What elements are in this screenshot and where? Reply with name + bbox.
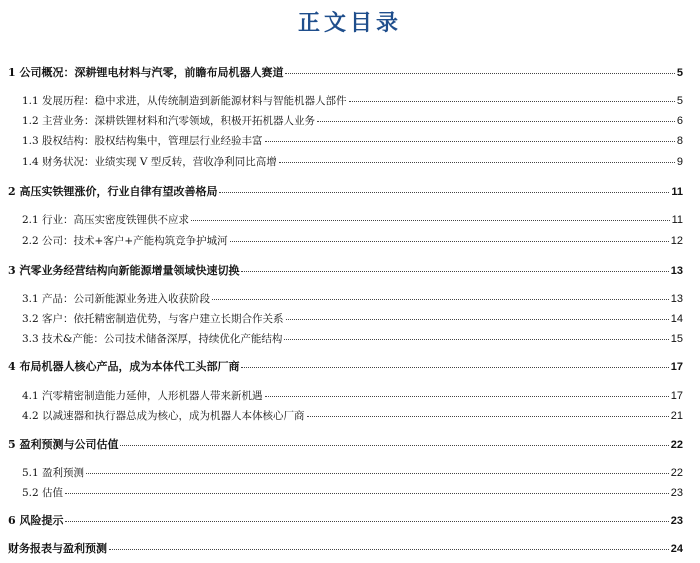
toc-leader-dots <box>109 549 669 550</box>
toc-entry-label: 5.1 盈利预测 <box>22 467 85 479</box>
toc-entry-5[interactable] <box>8 438 683 452</box>
toc-entry-label: 3 汽零业务经营结构向新能源增量领域快速切换 <box>8 264 240 277</box>
toc-leader-dots <box>230 241 669 242</box>
toc-entry-3[interactable] <box>8 264 683 278</box>
toc-page-number: 15 <box>670 333 683 345</box>
toc-page-number: 11 <box>671 186 683 198</box>
toc-page-number: 13 <box>670 293 683 305</box>
toc-leader-dots <box>284 339 668 340</box>
toc-leader-dots <box>191 220 670 221</box>
toc-page-number: 9 <box>676 156 683 168</box>
toc-entry-6[interactable] <box>8 514 683 528</box>
toc-entry-1-3[interactable] <box>22 134 683 148</box>
toc-page-number: 5 <box>676 67 683 79</box>
toc-entry-1[interactable] <box>8 66 683 80</box>
toc-entry-label: 1.4 财务状况：业绩实现 V 型反转，营收净利同比高增 <box>22 156 277 168</box>
toc-entry-4-1[interactable] <box>22 389 683 403</box>
toc-page-number: 13 <box>670 265 683 277</box>
toc-entry-label: 3.2 客户：依托精密制造优势，与客户建立长期合作关系 <box>22 313 284 325</box>
toc-leader-dots <box>241 271 668 272</box>
toc-entry-label: 4.1 汽零精密制造能力延伸，人形机器人带来新机遇 <box>22 390 263 402</box>
toc-entry-4[interactable] <box>8 360 683 374</box>
toc-page-number: 14 <box>670 313 683 325</box>
toc-leader-dots <box>279 162 675 163</box>
toc-leader-dots <box>265 141 675 142</box>
toc-page-number: 6 <box>676 115 683 127</box>
toc-entry-label: 6 风险提示 <box>8 514 64 527</box>
toc-entry-1-1[interactable] <box>22 94 683 108</box>
toc-entry-label: 5.2 估值 <box>22 487 64 499</box>
toc-entry-label: 4 布局机器人核心产品，成为本体代工头部厂商 <box>8 360 240 373</box>
toc-leader-dots <box>317 121 675 122</box>
toc-leader-dots <box>65 493 669 494</box>
toc-page-number: 11 <box>671 214 683 226</box>
toc-leader-dots <box>265 396 669 397</box>
toc-entry-3-1[interactable] <box>22 292 683 306</box>
toc-entry-5-2[interactable] <box>22 486 683 500</box>
toc-leader-dots <box>212 299 669 300</box>
toc-leader-dots <box>219 192 669 193</box>
page-title: 正文目录 <box>297 10 402 36</box>
toc-entry-3-3[interactable] <box>22 332 683 346</box>
toc-page-number: 5 <box>676 95 683 107</box>
toc-page-number: 22 <box>670 467 683 479</box>
toc-entry-label: 财务报表与盈利预测 <box>8 542 107 555</box>
toc-entry-label: 1.3 股权结构：股权结构集中，管理层行业经验丰富 <box>22 135 263 147</box>
toc-entry-label: 4.2 以减速器和执行器总成为核心，成为机器人本体核心厂商 <box>22 410 305 422</box>
toc-leader-dots <box>86 473 669 474</box>
toc-entry-2[interactable] <box>8 185 683 199</box>
toc-entry-label: 1 公司概况：深耕锂电材料与汽零，前瞻布局机器人赛道 <box>8 66 284 79</box>
toc-entry-5-1[interactable] <box>22 466 683 480</box>
toc-entry-label: 2 高压实铁锂涨价，行业自律有望改善格局 <box>8 185 218 198</box>
toc-entry-label: 1.1 发展历程：稳中求进，从传统制造到新能源材料与智能机器人部件 <box>22 95 347 107</box>
toc-entry-3-2[interactable] <box>22 312 683 326</box>
toc-page-number: 22 <box>670 439 683 451</box>
toc-entry-label: 3.1 产品：公司新能源业务进入收获阶段 <box>22 293 211 305</box>
toc-page-number: 8 <box>676 135 683 147</box>
toc-leader-dots <box>120 445 668 446</box>
toc-entry-1-4[interactable] <box>22 155 683 169</box>
toc-page-number: 12 <box>670 235 683 247</box>
toc-entry-label: 2.2 公司：技术+客户+产能构筑竞争护城河 <box>22 235 228 247</box>
toc-entry-label: 3.3 技术&产能：公司技术储备深厚，持续优化产能结构 <box>22 333 283 345</box>
toc-page-number: 17 <box>670 361 683 373</box>
toc-leader-dots <box>286 319 669 320</box>
toc-page-number: 24 <box>670 543 683 555</box>
toc-leader-dots <box>349 101 675 102</box>
toc-entry-financials[interactable] <box>8 542 683 556</box>
toc-leader-dots <box>285 73 674 74</box>
toc-leader-dots <box>241 367 668 368</box>
toc-entry-2-2[interactable] <box>22 234 683 248</box>
toc-page-number: 21 <box>670 410 683 422</box>
toc-entry-1-2[interactable] <box>22 114 683 128</box>
toc-leader-dots <box>65 521 668 522</box>
toc-page-number: 17 <box>670 390 683 402</box>
toc-page-number: 23 <box>670 515 683 527</box>
toc-entry-label: 5 盈利预测与公司估值 <box>8 438 119 451</box>
toc-entry-2-1[interactable] <box>22 213 683 227</box>
toc-entry-label: 2.1 行业：高压实密度铁锂供不应求 <box>22 214 190 226</box>
toc-leader-dots <box>307 416 669 417</box>
toc-page-number: 23 <box>670 487 683 499</box>
toc-entry-label: 1.2 主营业务：深耕铁锂材料和汽零领域，积极开拓机器人业务 <box>22 115 316 127</box>
toc-entry-4-2[interactable] <box>22 409 683 423</box>
